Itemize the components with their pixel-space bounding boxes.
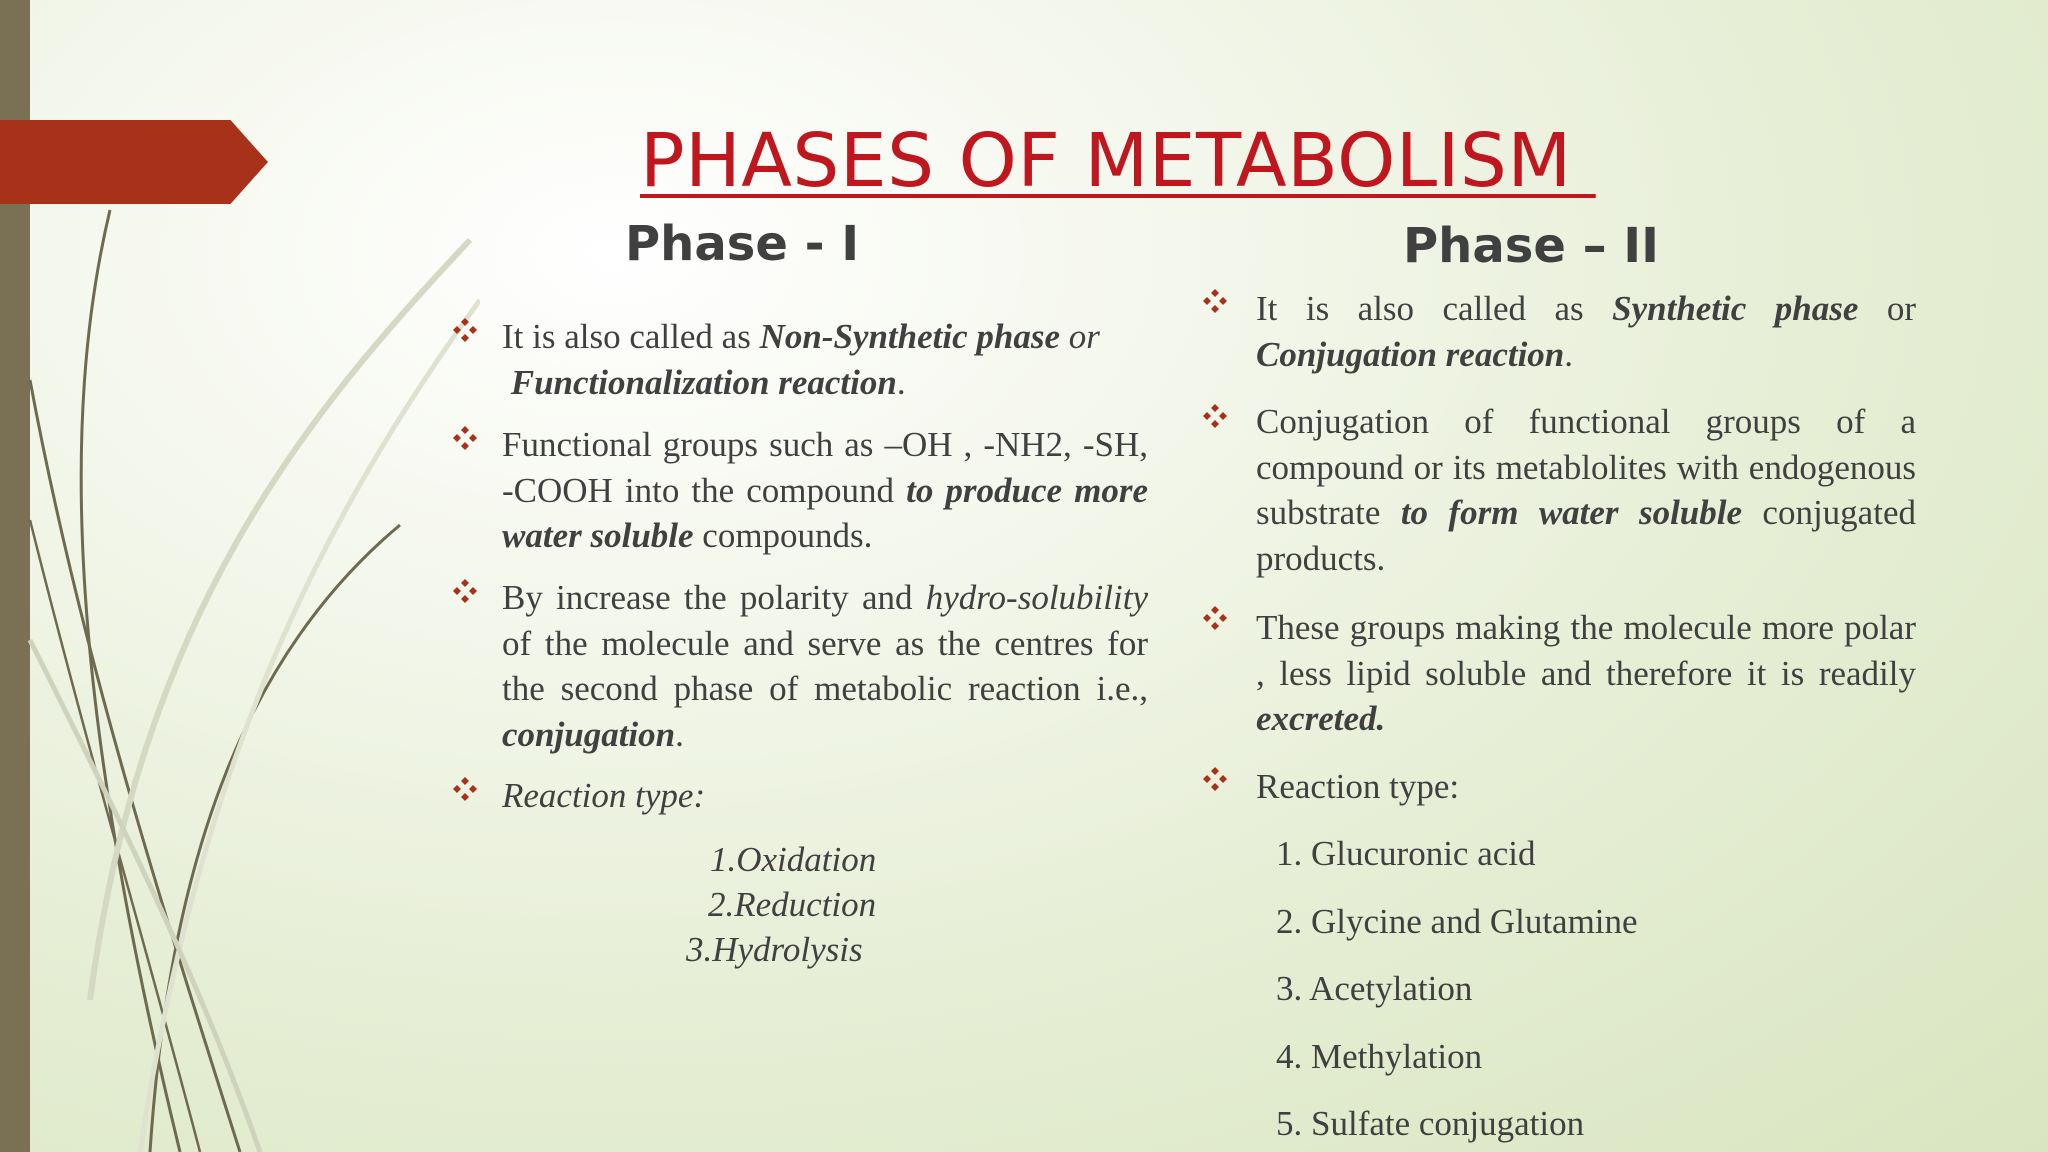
title-arrow-shape bbox=[0, 120, 268, 204]
phase2-bullet-2: Conjugation of functional groups of a compound or its metablolites with endogenous substrate to form water soluble conjugated products. bbox=[1256, 402, 1916, 578]
diamond-four-bullet-icon bbox=[1202, 288, 1228, 314]
diamond-four-bullet-icon bbox=[452, 425, 478, 451]
phase2-reaction-type-1: 1. Glucuronic acid bbox=[1276, 834, 1536, 873]
diamond-four-bullet-icon bbox=[1202, 605, 1228, 631]
phase2-reaction-type-3: 3. Acetylation bbox=[1276, 969, 1473, 1008]
diamond-four-bullet-icon bbox=[1202, 766, 1228, 792]
phase1-bullet-1: It is also called as Non-Synthetic phase or Functionalization reaction. bbox=[502, 317, 1100, 402]
phase2-reaction-type-4: 4. Methylation bbox=[1276, 1037, 1483, 1076]
phase2-reaction-type-5: 5. Sulfate conjugation bbox=[1276, 1104, 1585, 1143]
phase2-bullet-4: Reaction type: bbox=[1256, 767, 1460, 806]
phase1-bullet-2: Functional groups such as –OH , -NH2, -SH, -COOH into the compound to produce more water soluble compounds. bbox=[502, 425, 1148, 555]
phase1-bullet-3: By increase the polarity and hydro-solubility of the molecule and serve as the centres for the second phase of metabolic reaction i.e., conjugation. bbox=[502, 578, 1148, 754]
phase2-heading: Phase – II bbox=[1403, 218, 1660, 274]
phase1-reaction-type-1: 1.Oxidation bbox=[710, 840, 877, 879]
diamond-four-bullet-icon bbox=[452, 578, 478, 604]
phase2-bullet-1: It is also called as Synthetic phase or Conjugation reaction. bbox=[1256, 289, 1917, 374]
diamond-four-bullet-icon bbox=[1202, 403, 1228, 429]
phase2-bullet-3: These groups making the molecule more polar , less lipid soluble and therefore it is readily excreted. bbox=[1256, 608, 1916, 738]
diamond-four-bullet-icon bbox=[452, 776, 478, 802]
phase1-bullet-4: Reaction type: bbox=[502, 776, 706, 815]
diamond-four-bullet-icon bbox=[452, 317, 478, 343]
phase1-reaction-type-3: 3.Hydrolysis bbox=[686, 930, 863, 969]
phase1-heading: Phase - I bbox=[625, 216, 860, 272]
phase1-reaction-type-2: 2.Reduction bbox=[708, 885, 877, 924]
phase2-reaction-type-2: 2. Glycine and Glutamine bbox=[1276, 902, 1638, 941]
slide-title: PHASES OF METABOLISM bbox=[640, 118, 1596, 204]
